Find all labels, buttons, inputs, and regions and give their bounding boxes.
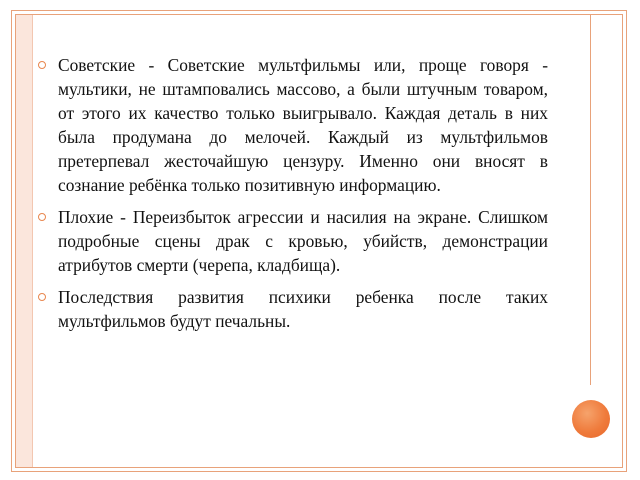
left-band-divider <box>32 15 33 467</box>
bullet-text: Последствия развития психики ребенка после таких мультфильмов будут печальны. <box>58 287 548 331</box>
orange-circle-icon <box>572 400 610 438</box>
bullet-item-consequences <box>36 285 548 333</box>
bullet-circle-icon <box>38 61 46 69</box>
bullet-item-bad <box>36 205 548 277</box>
bullet-circle-icon <box>38 293 46 301</box>
left-decorative-band <box>16 15 32 467</box>
bullet-text: Плохие - Переизбыток агрессии и насилия на экране. Слишком подробные сцены драк с кровью, убийств, демонстрации атрибутов смерти (черепа, кладбища). <box>58 207 548 275</box>
bullet-circle-icon <box>38 213 46 221</box>
right-vertical-rule <box>590 15 591 385</box>
bullet-text: Советские - Советские мультфильмы или, проще говоря - мультики, не штамповались массово, а были штучным товаром, от этого их качество только выигрывало. Каждая деталь в них была продумана до мелочей. Каждый из мультфильмов претерпевал жесточайшую цензуру. Именно они вносят в сознание ребёнка только позитивную информацию. <box>58 55 548 195</box>
bullet-list <box>36 53 548 341</box>
bullet-item-soviet <box>36 53 548 197</box>
